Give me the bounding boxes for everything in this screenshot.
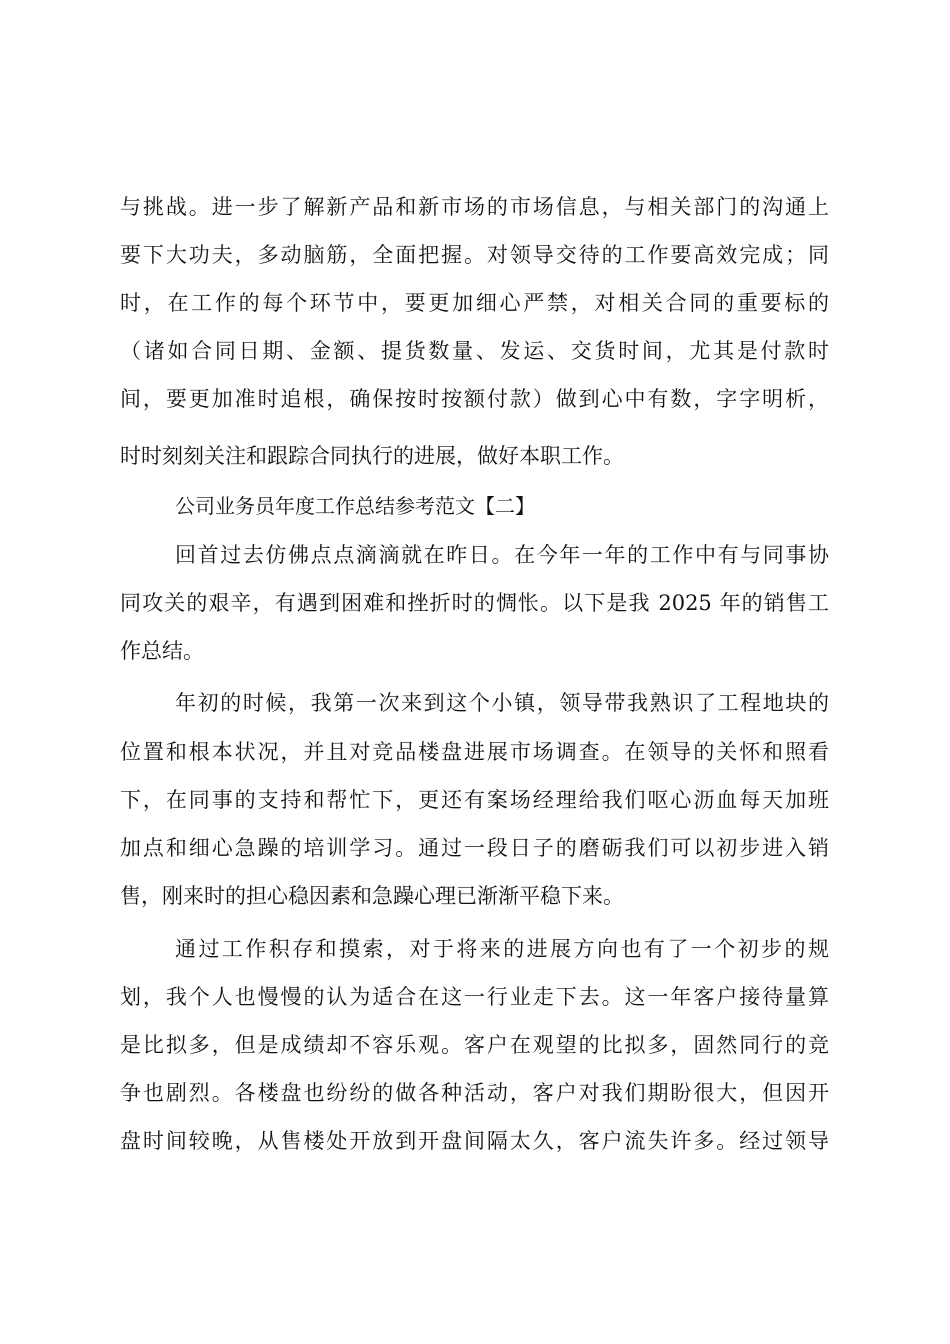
body-text-line: 加点和细心急躁的培训学习。通过一段日子的磨砺我们可以初步进入销 [120, 836, 829, 860]
body-text-line: 位置和根本状况，并且对竞品楼盘进展市场调查。在领导的关怀和照看 [120, 740, 829, 764]
section-heading: 公司业务员年度工作总结参考范文【二】 [175, 494, 535, 518]
body-text-line: 同攻关的艰辛，有遇到困难和挫折时的惆怅。以下是我 2025 年的销售工 [120, 591, 829, 615]
body-text-line: 是比拟多，但是成绩却不容乐观。客户在观望的比拟多，固然同行的竞 [120, 1033, 829, 1057]
body-text-line: 时时刻刻关注和跟踪合同执行的进展，做好本职工作。 [120, 444, 624, 468]
body-text-line: 间，要更加准时追根，确保按时按额付款）做到心中有数，字字明析， [120, 387, 829, 411]
body-text-line: 与挑战。进一步了解新产品和新市场的市场信息，与相关部门的沟通上 [120, 195, 829, 219]
body-text-line: 盘时间较晚，从售楼处开放到开盘间隔太久，客户流失许多。经过领导 [120, 1129, 829, 1153]
body-text-line: 要下大功夫，多动脑筋，全面把握。对领导交待的工作要高效完成；同 [120, 243, 829, 267]
body-text-line: （诸如合同日期、金额、提货数量、发运、交货时间，尤其是付款时 [120, 339, 829, 363]
body-text-line: 售，刚来时的担心稳因素和急躁心理已渐渐平稳下来。 [120, 884, 624, 908]
body-text-line: 争也剧烈。各楼盘也纷纷的做各种活动，客户对我们期盼很大，但因开 [120, 1081, 829, 1105]
body-text-line: 年初的时候，我第一次来到这个小镇，领导带我熟识了工程地块的 [175, 691, 829, 715]
body-text-line: 下，在同事的支持和帮忙下，更还有案场经理给我们呕心沥血每天加班 [120, 788, 829, 812]
body-text-line: 通过工作积存和摸索，对于将来的进展方向也有了一个初步的规 [175, 937, 829, 961]
body-text-line: 回首过去仿佛点点滴滴就在昨日。在今年一年的工作中有与同事协 [175, 543, 829, 567]
body-text-line: 划，我个人也慢慢的认为适合在这一行业走下去。这一年客户接待量算 [120, 985, 829, 1009]
body-text-line: 作总结。 [120, 639, 204, 663]
body-text-line: 时，在工作的每个环节中，要更加细心严禁，对相关合同的重要标的 [120, 291, 829, 315]
